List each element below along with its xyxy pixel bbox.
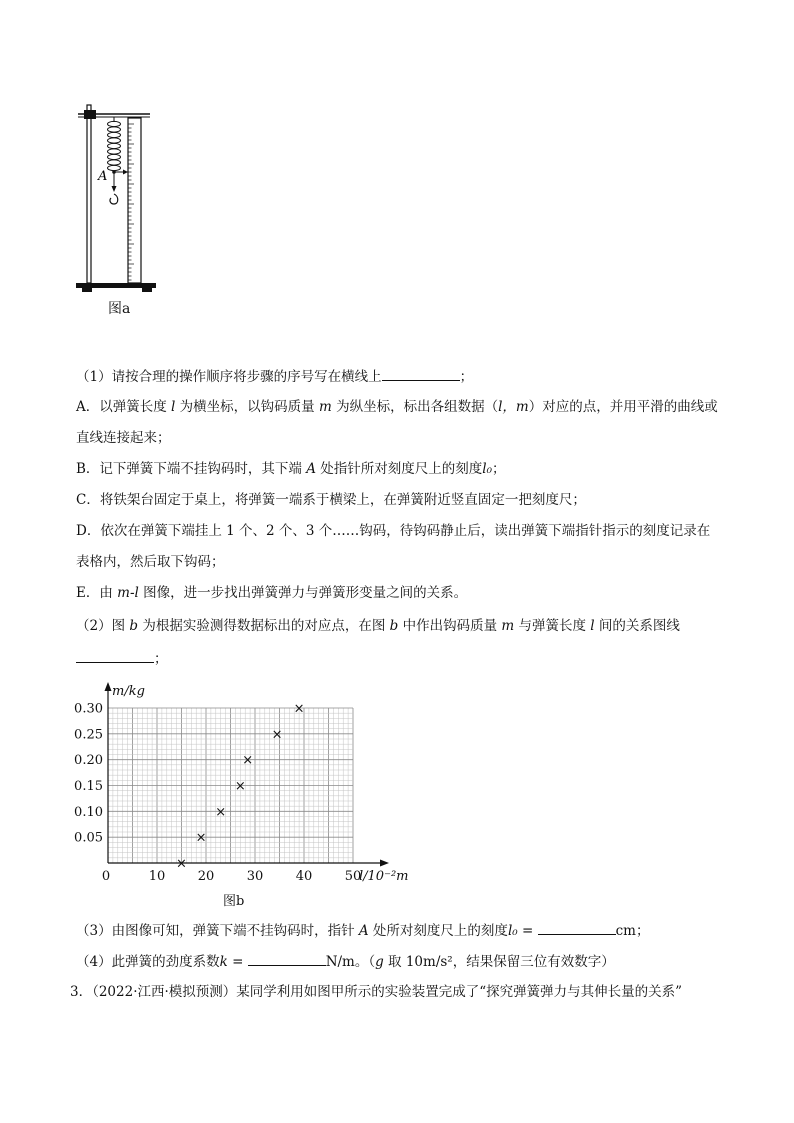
q2-answer-line: ； bbox=[76, 648, 168, 669]
q2-answer-blank[interactable] bbox=[76, 648, 154, 663]
x-tick-label: 30 bbox=[246, 869, 264, 884]
data-point: × bbox=[234, 779, 246, 794]
q3-prompt: （3）由图像可知，弹簧下端不挂钩码时，指针 A 处所对刻度尺上的刻度l₀ = cm； bbox=[76, 920, 649, 941]
y-tick-label: 0.10 bbox=[74, 804, 103, 820]
spring-coil bbox=[108, 138, 121, 143]
y-tick-label: 0.25 bbox=[74, 727, 103, 743]
q1-step-b: B．记下弹簧下端不挂钩码时，其下端 A 处指针所对刻度尺上的刻度l₀； bbox=[76, 461, 506, 477]
data-point: × bbox=[271, 727, 283, 743]
q1-step-c: C．将铁架台固定于桌上，将弹簧一端系于横梁上，在弹簧附近竖直固定一把刻度尺； bbox=[76, 492, 586, 508]
spring-coil bbox=[108, 165, 121, 170]
q1-step-a: A．以弹簧长度 l 为横坐标，以钩码质量 m 为纵坐标，标出各组数据（l，m）对应的点，并用平滑的曲线或 bbox=[76, 399, 718, 415]
q1-answer-blank[interactable] bbox=[382, 366, 460, 381]
x-tick-label: 50 bbox=[344, 869, 362, 884]
y-tick-label: 0.30 bbox=[74, 701, 103, 717]
spring-coil bbox=[108, 143, 121, 148]
spring-coil bbox=[108, 127, 121, 132]
x-tick-label: 40 bbox=[295, 869, 313, 884]
x-axis-arrow bbox=[380, 860, 389, 867]
figure-b-caption: 图b bbox=[223, 894, 245, 909]
q1-step-e: E．由 m-l 图像，进一步找出弹簧弹力与弹簧形变量之间的关系。 bbox=[76, 585, 468, 601]
data-point: × bbox=[215, 804, 227, 820]
data-point: × bbox=[195, 830, 207, 846]
q3-answer-blank[interactable] bbox=[538, 920, 616, 935]
x-tick-label: 20 bbox=[197, 869, 215, 884]
y-tick-label: 0.20 bbox=[74, 753, 103, 769]
q5-text: 3．（2022·江西·模拟预测）某同学利用如图甲所示的实验装置完成了“探究弹簧弹力与其伸长量的关系” bbox=[70, 984, 683, 1000]
q1-step-d: D．依次在弹簧下端挂上 1 个、2 个、3 个……钩码，待钩码静止后，读出弹簧下端指针指示的刻度记录在 bbox=[76, 523, 711, 539]
y-axis-arrow bbox=[105, 682, 112, 691]
q1-prompt: （1）请按合理的操作顺序将步骤的序号写在横线上 ； bbox=[76, 366, 473, 387]
spring-coil bbox=[108, 132, 121, 137]
spring-coil bbox=[108, 154, 121, 159]
y-tick-label: 0.05 bbox=[74, 830, 103, 846]
spring-coil bbox=[108, 149, 121, 154]
q1-step-a-cont: 直线连接起来； bbox=[76, 430, 171, 446]
point-a-label: A bbox=[98, 169, 108, 184]
x-tick-label: 0 bbox=[101, 869, 111, 884]
data-point: × bbox=[176, 856, 187, 872]
x-tick-label: 10 bbox=[148, 869, 166, 884]
q2-prompt: （2）图 b 为根据实验测得数据标出的对应点，在图 b 中作出钩码质量 m 与弹簧长度 l 间的关系图线 bbox=[76, 618, 680, 634]
y-tick-label: 0.15 bbox=[74, 779, 103, 794]
x-axis-label: l/10⁻²m bbox=[359, 869, 409, 884]
data-point: × bbox=[293, 701, 305, 717]
q4-answer-blank[interactable] bbox=[248, 951, 326, 966]
figure-a-apparatus bbox=[72, 100, 162, 320]
y-axis-label: m/kg bbox=[112, 684, 145, 699]
figure-b-chart bbox=[60, 676, 430, 916]
data-point: × bbox=[242, 753, 254, 769]
figure-a-caption: 图a bbox=[108, 301, 131, 317]
q4-prompt: （4）此弹簧的劲度系数k = N/m。（g 取 10m/s²，结果保留三位有效数字） bbox=[76, 951, 615, 972]
spring-coil bbox=[108, 160, 121, 165]
q1-step-d-cont: 表格内，然后取下钩码； bbox=[76, 554, 225, 570]
spring-coil bbox=[108, 121, 121, 126]
